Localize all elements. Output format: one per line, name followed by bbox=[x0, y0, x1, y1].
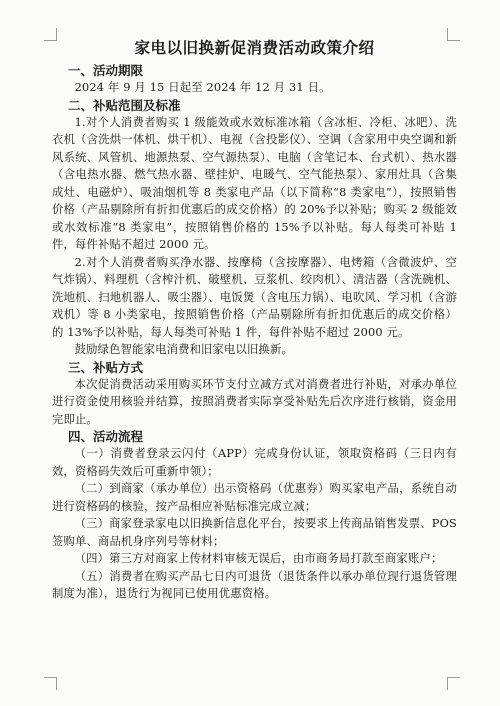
process-step-4: （四）第三方对商家上传材料审核无误后，由市商务局打款至商家账户； bbox=[74, 552, 443, 565]
process-step-1: （一）消费者登录云闪付（APP）完成身份认证，领取资格码（三日内有效，资格码失效后可重新申领）； bbox=[52, 447, 457, 478]
section-heading-process: 四、活动流程 bbox=[68, 429, 144, 444]
scope-paragraph-2: 2.对个人消费者购买净水器、按摩椅（含按摩器）、电烤箱（含微波炉、空气炸锅）、料理机（含榨汁机、破壁机、豆浆机、绞肉机）、清洁器（含洗碗机、洗地机、扫地机器人、吸尘器）、电饭煲（含电压力锅）、电吹风、学习机（含游戏机）等 8 小类家电，按照销售价格（产品剔除所有折扣优惠后的成交价格）的 13%予以补贴，每人每类可补贴 1 件，每件补贴不超过 2000 元。 bbox=[52, 255, 457, 339]
document-title: 家电以旧换新促消费活动政策介绍 bbox=[134, 38, 375, 57]
section-heading-method: 三、补贴方式 bbox=[68, 359, 144, 375]
crop-mark-bottom-left bbox=[44, 677, 57, 690]
method-paragraph: 本次促消费活动采用购买环节支付立减方式对消费者进行补贴，对承办单位进行资金使用核验并结算，按照消费者实际享受补贴先后次序进行核销，资金用完即止。 bbox=[52, 377, 457, 426]
scope-paragraph-1: 1.对个人消费者购买 1 级能效或水效标准冰箱（含冰柜、冷柜、冰吧）、洗衣机（含洗烘一体机、烘干机）、电视（含投影仪）、空调（含家用中央空调和新风系统、风管机、地源热泵、空气源热泵）、电脑（含笔记本、台式机）、热水器（含电热水器、燃气热水器、壁挂炉、电暖气、空气能热泵）、家用灶具（含集成灶、电磁炉）、吸油烟机等 8 类家电产品（以下简称“8 类家电”），按照销售价格（产品剔除所有折扣优惠后的成交价格）的 20%予以补贴；购买 2 级能效或水效标准“8 类家电”，按照销售价格的 15%予以补贴。每人每类可补贴 1 件，每件补贴不超过 2000 元。 bbox=[52, 115, 457, 251]
process-step-5: （五）消费者在购买产品七日内可退货（退货条件以承办单位现行退货管理制度为准），退货行为视同已使用优惠资格。 bbox=[52, 569, 457, 600]
crop-mark-bottom-right bbox=[447, 677, 460, 690]
scope-paragraph-3: 鼓励绿色智能家电消费和旧家电以旧换新。 bbox=[74, 343, 294, 356]
process-step-3: （三）商家登录家电以旧换新信息化平台，按要求上传商品销售发票、POS 签购单、商品机身序列号等材料； bbox=[52, 517, 457, 548]
section-heading-scope: 二、补贴范围及标准 bbox=[68, 97, 181, 113]
document-body bbox=[52, 38, 457, 603]
period-text: 2024 年 9 月 15 日起至 2024 年 12 月 31 日。 bbox=[74, 81, 331, 94]
process-step-2: （二）到商家（承办单位）出示资格码（优惠券）购买家电产品，系统自动进行资格码的核验，按产品相应补贴标准完成立减； bbox=[52, 482, 457, 513]
section-heading-period: 一、活动期限 bbox=[68, 63, 144, 78]
